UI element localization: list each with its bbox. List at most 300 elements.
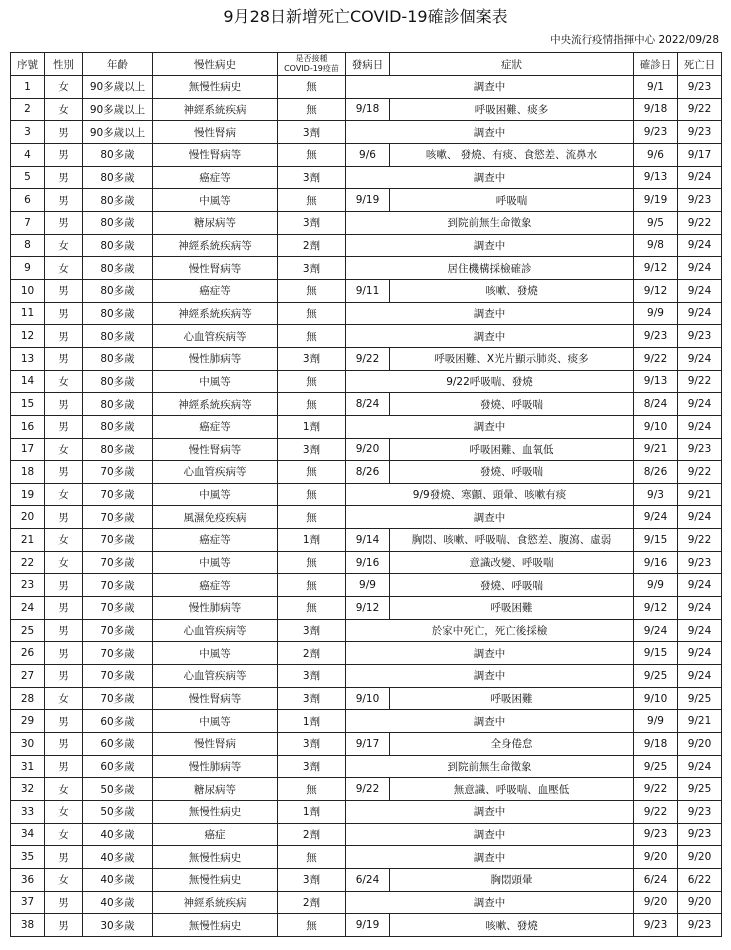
cell-age: 90多歲以上: [83, 121, 153, 144]
cell-death: 9/22: [678, 461, 722, 484]
table-row: [11, 234, 722, 257]
cell-sex: 男: [45, 710, 83, 733]
cell-age: 80多歲: [83, 143, 153, 166]
cell-no: 24: [11, 597, 45, 620]
cell-no: 7: [11, 211, 45, 234]
cell-death: 9/23: [678, 76, 722, 99]
cell-age: 70多歲: [83, 551, 153, 574]
cell-no: 3: [11, 121, 45, 144]
cell-vaccine: 2劑: [278, 891, 346, 914]
cell-sex: 男: [45, 211, 83, 234]
cell-death: 9/23: [678, 801, 722, 824]
table-row: [11, 597, 722, 620]
cell-diagnosis: 8/26: [634, 461, 678, 484]
cell-vaccine: 無: [278, 98, 346, 121]
cell-symptoms: 咳嗽、發燒: [390, 279, 634, 302]
cell-chronic: 神經系統疾病: [153, 98, 278, 121]
cell-diagnosis: 9/20: [634, 846, 678, 869]
cell-age: 80多歲: [83, 302, 153, 325]
cell-sex: 男: [45, 914, 83, 937]
cell-vaccine: 無: [278, 551, 346, 574]
table-row: [11, 257, 722, 280]
cell-no: 22: [11, 551, 45, 574]
cell-sex: 男: [45, 506, 83, 529]
cell-death: 9/24: [678, 755, 722, 778]
cell-chronic: 無慢性病史: [153, 76, 278, 99]
cell-death: 9/21: [678, 710, 722, 733]
table-row: [11, 642, 722, 665]
cell-diagnosis: 9/19: [634, 189, 678, 212]
cell-chronic: 糖尿病等: [153, 778, 278, 801]
cell-death: 9/22: [678, 98, 722, 121]
table-row: [11, 393, 722, 416]
cell-death: 9/23: [678, 189, 722, 212]
cell-vaccine: 無: [278, 483, 346, 506]
cell-vaccine: 無: [278, 461, 346, 484]
cell-death: 9/23: [678, 121, 722, 144]
cell-sex: 男: [45, 279, 83, 302]
cell-diagnosis: 9/12: [634, 279, 678, 302]
cell-diagnosis: 9/23: [634, 325, 678, 348]
cell-sex: 女: [45, 801, 83, 824]
header-death: 死亡日: [678, 53, 722, 76]
cell-no: 9: [11, 257, 45, 280]
cell-age: 70多歲: [83, 483, 153, 506]
cell-sex: 男: [45, 347, 83, 370]
cell-vaccine: 無: [278, 189, 346, 212]
cell-death: 9/25: [678, 778, 722, 801]
cell-vaccine: 3劑: [278, 438, 346, 461]
cell-sex: 女: [45, 778, 83, 801]
cell-onset: 9/10: [346, 687, 390, 710]
cell-symptoms: 胸悶頭暈: [390, 868, 634, 891]
cell-vaccine: 無: [278, 506, 346, 529]
cell-vaccine: 3劑: [278, 347, 346, 370]
cell-symptoms: 調查中: [346, 121, 634, 144]
cell-age: 70多歲: [83, 574, 153, 597]
table-row: [11, 914, 722, 937]
cell-chronic: 中風等: [153, 642, 278, 665]
cell-death: 6/22: [678, 868, 722, 891]
cell-diagnosis: 9/23: [634, 121, 678, 144]
cell-symptoms: 9/9發燒、寒顫、頭暈、咳嗽有痰: [346, 483, 634, 506]
cell-vaccine: 無: [278, 302, 346, 325]
cell-death: 9/24: [678, 574, 722, 597]
cell-diagnosis: 9/12: [634, 597, 678, 620]
cell-sex: 男: [45, 325, 83, 348]
cell-no: 30: [11, 733, 45, 756]
table-row: [11, 687, 722, 710]
table-row: [11, 438, 722, 461]
cell-sex: 男: [45, 619, 83, 642]
cell-death: 9/24: [678, 166, 722, 189]
table-row: [11, 574, 722, 597]
cell-sex: 女: [45, 687, 83, 710]
cell-vaccine: 3劑: [278, 733, 346, 756]
cell-symptoms: 調查中: [346, 891, 634, 914]
table-row: [11, 619, 722, 642]
cell-death: 9/22: [678, 529, 722, 552]
cell-vaccine: 3劑: [278, 121, 346, 144]
death-cases-table: [10, 52, 722, 937]
cell-diagnosis: 9/6: [634, 143, 678, 166]
cell-death: 9/24: [678, 415, 722, 438]
cell-symptoms: 到院前無生命徵象: [346, 755, 634, 778]
cell-no: 13: [11, 347, 45, 370]
cell-symptoms: 居住機構採檢確診: [346, 257, 634, 280]
cell-death: 9/23: [678, 914, 722, 937]
cell-death: 9/24: [678, 619, 722, 642]
cell-symptoms: 意識改變、呼吸喘: [390, 551, 634, 574]
cell-no: 19: [11, 483, 45, 506]
cell-age: 90多歲以上: [83, 76, 153, 99]
cell-age: 80多歲: [83, 347, 153, 370]
cell-diagnosis: 9/13: [634, 370, 678, 393]
cell-onset: 9/12: [346, 597, 390, 620]
cell-onset: 9/11: [346, 279, 390, 302]
cell-sex: 女: [45, 370, 83, 393]
cell-vaccine: 無: [278, 143, 346, 166]
cell-onset: 9/22: [346, 778, 390, 801]
cell-chronic: 神經系統疾病等: [153, 302, 278, 325]
cell-chronic: 慢性肺病等: [153, 347, 278, 370]
cell-age: 70多歲: [83, 619, 153, 642]
cell-death: 9/24: [678, 393, 722, 416]
cell-vaccine: 1劑: [278, 710, 346, 733]
cell-no: 2: [11, 98, 45, 121]
cell-death: 9/24: [678, 642, 722, 665]
header-no: 序號: [11, 53, 45, 76]
cell-diagnosis: 9/15: [634, 529, 678, 552]
cell-death: 9/20: [678, 733, 722, 756]
table-row: [11, 461, 722, 484]
cell-age: 70多歲: [83, 597, 153, 620]
cell-symptoms: 呼吸困難、痰多: [390, 98, 634, 121]
cell-diagnosis: 9/9: [634, 302, 678, 325]
cell-no: 5: [11, 166, 45, 189]
cell-age: 90多歲以上: [83, 98, 153, 121]
cell-onset: 9/20: [346, 438, 390, 461]
cell-vaccine: 3劑: [278, 211, 346, 234]
cell-age: 60多歲: [83, 755, 153, 778]
cell-death: 9/23: [678, 438, 722, 461]
cell-age: 40多歲: [83, 891, 153, 914]
cell-sex: 男: [45, 461, 83, 484]
header-vaccine-line2: COVID-19疫苗: [284, 64, 339, 73]
cell-age: 70多歲: [83, 506, 153, 529]
cell-death: 9/24: [678, 347, 722, 370]
cell-age: 80多歲: [83, 257, 153, 280]
header-row: [11, 53, 722, 76]
cell-onset: 9/6: [346, 143, 390, 166]
cell-death: 9/24: [678, 279, 722, 302]
cell-symptoms: 調查中: [346, 846, 634, 869]
cell-chronic: 慢性腎病等: [153, 438, 278, 461]
cell-diagnosis: 9/1: [634, 76, 678, 99]
cell-symptoms: 調查中: [346, 302, 634, 325]
table-row: [11, 506, 722, 529]
cell-symptoms: 調查中: [346, 325, 634, 348]
table-row: [11, 846, 722, 869]
cell-death: 9/20: [678, 891, 722, 914]
cell-chronic: 無慢性病史: [153, 914, 278, 937]
cell-vaccine: 3劑: [278, 755, 346, 778]
cell-symptoms: 調查中: [346, 76, 634, 99]
cell-symptoms: 呼吸困難: [390, 687, 634, 710]
cell-symptoms: 調查中: [346, 665, 634, 688]
cell-vaccine: 無: [278, 778, 346, 801]
cell-chronic: 癌症: [153, 823, 278, 846]
cell-diagnosis: 9/16: [634, 551, 678, 574]
cell-no: 10: [11, 279, 45, 302]
header-symptoms: 症狀: [390, 53, 634, 76]
cell-no: 18: [11, 461, 45, 484]
table-row: [11, 166, 722, 189]
cell-sex: 女: [45, 868, 83, 891]
cell-vaccine: 無: [278, 914, 346, 937]
cell-chronic: 風濕免疫疾病: [153, 506, 278, 529]
cell-sex: 女: [45, 483, 83, 506]
cell-diagnosis: 9/9: [634, 574, 678, 597]
cell-symptoms: 於家中死亡，死亡後採檢: [346, 619, 634, 642]
cell-diagnosis: 9/22: [634, 347, 678, 370]
cell-age: 40多歲: [83, 868, 153, 891]
cell-no: 38: [11, 914, 45, 937]
table-row: [11, 76, 722, 99]
table-row: [11, 483, 722, 506]
cell-age: 80多歲: [83, 438, 153, 461]
cell-diagnosis: 9/10: [634, 415, 678, 438]
cell-chronic: 慢性肺病等: [153, 755, 278, 778]
cell-diagnosis: 9/10: [634, 687, 678, 710]
cell-diagnosis: 6/24: [634, 868, 678, 891]
cell-age: 80多歲: [83, 415, 153, 438]
cell-chronic: 中風等: [153, 189, 278, 212]
cell-sex: 男: [45, 597, 83, 620]
cell-symptoms: 呼吸困難: [390, 597, 634, 620]
cell-no: 14: [11, 370, 45, 393]
cell-diagnosis: 9/8: [634, 234, 678, 257]
cell-diagnosis: 9/12: [634, 257, 678, 280]
cell-symptoms: 發燒、呼吸喘: [390, 393, 634, 416]
cell-no: 1: [11, 76, 45, 99]
cell-symptoms: 全身倦怠: [390, 733, 634, 756]
cell-age: 80多歲: [83, 189, 153, 212]
cell-sex: 男: [45, 846, 83, 869]
cell-vaccine: 無: [278, 279, 346, 302]
cell-diagnosis: 9/5: [634, 211, 678, 234]
cell-chronic: 癌症等: [153, 574, 278, 597]
table-row: [11, 529, 722, 552]
cell-chronic: 中風等: [153, 551, 278, 574]
cell-symptoms: 到院前無生命徵象: [346, 211, 634, 234]
cell-onset: 9/17: [346, 733, 390, 756]
table-row: [11, 143, 722, 166]
cell-chronic: 慢性肺病等: [153, 597, 278, 620]
cell-diagnosis: 9/3: [634, 483, 678, 506]
cell-onset: 9/18: [346, 98, 390, 121]
cell-chronic: 中風等: [153, 710, 278, 733]
cell-vaccine: 無: [278, 393, 346, 416]
cell-death: 9/23: [678, 325, 722, 348]
cell-symptoms: 發燒、呼吸喘: [390, 574, 634, 597]
cell-symptoms: 調查中: [346, 801, 634, 824]
cell-vaccine: 3劑: [278, 868, 346, 891]
cell-no: 27: [11, 665, 45, 688]
cell-symptoms: 呼吸困難、X光片顯示肺炎、痰多: [390, 347, 634, 370]
cell-chronic: 心血管疾病等: [153, 619, 278, 642]
cell-symptoms: 調查中: [346, 710, 634, 733]
cell-age: 60多歲: [83, 733, 153, 756]
cell-vaccine: 無: [278, 370, 346, 393]
cell-onset: 9/19: [346, 189, 390, 212]
cell-symptoms: 呼吸喘: [390, 189, 634, 212]
cell-vaccine: 2劑: [278, 823, 346, 846]
table-row: [11, 823, 722, 846]
page-title: 9月28日新增死亡COVID-19確診個案表: [223, 7, 508, 26]
cell-diagnosis: 9/15: [634, 642, 678, 665]
cell-chronic: 癌症等: [153, 279, 278, 302]
cell-age: 70多歲: [83, 687, 153, 710]
cell-death: 9/24: [678, 506, 722, 529]
cell-chronic: 心血管疾病等: [153, 665, 278, 688]
table-row: [11, 325, 722, 348]
cell-no: 23: [11, 574, 45, 597]
cell-vaccine: 3劑: [278, 166, 346, 189]
cell-onset: 8/24: [346, 393, 390, 416]
cell-diagnosis: 9/23: [634, 914, 678, 937]
table-body: [11, 76, 722, 937]
cell-chronic: 心血管疾病等: [153, 325, 278, 348]
cell-chronic: 慢性腎病: [153, 121, 278, 144]
cell-chronic: 心血管疾病等: [153, 461, 278, 484]
cell-vaccine: 無: [278, 325, 346, 348]
cell-age: 80多歲: [83, 370, 153, 393]
cell-onset: 8/26: [346, 461, 390, 484]
cell-onset: 9/14: [346, 529, 390, 552]
cell-age: 70多歲: [83, 529, 153, 552]
cell-vaccine: 1劑: [278, 529, 346, 552]
cell-age: 40多歲: [83, 823, 153, 846]
cell-onset: 9/19: [346, 914, 390, 937]
table-row: [11, 211, 722, 234]
cell-sex: 女: [45, 551, 83, 574]
cell-vaccine: 無: [278, 574, 346, 597]
table-row: [11, 755, 722, 778]
cell-diagnosis: 9/13: [634, 166, 678, 189]
cell-symptoms: 發燒、呼吸喘: [390, 461, 634, 484]
cell-death: 9/25: [678, 687, 722, 710]
cell-no: 29: [11, 710, 45, 733]
table-row: [11, 302, 722, 325]
table-row: [11, 778, 722, 801]
cell-symptoms: 9/22呼吸喘、發燒: [346, 370, 634, 393]
table-row: [11, 801, 722, 824]
cell-no: 35: [11, 846, 45, 869]
table-row: [11, 665, 722, 688]
cell-diagnosis: 8/24: [634, 393, 678, 416]
cell-chronic: 癌症等: [153, 166, 278, 189]
cell-diagnosis: 9/18: [634, 98, 678, 121]
cell-sex: 男: [45, 302, 83, 325]
cell-sex: 男: [45, 755, 83, 778]
table-row: [11, 891, 722, 914]
cell-sex: 男: [45, 665, 83, 688]
cell-no: 11: [11, 302, 45, 325]
cell-diagnosis: 9/18: [634, 733, 678, 756]
cell-symptoms: 咳嗽、發燒: [390, 914, 634, 937]
cell-age: 30多歲: [83, 914, 153, 937]
table-row: [11, 551, 722, 574]
header-sex: 性別: [45, 53, 83, 76]
cell-diagnosis: 9/9: [634, 710, 678, 733]
cell-symptoms: 調查中: [346, 506, 634, 529]
cell-no: 28: [11, 687, 45, 710]
cell-diagnosis: 9/24: [634, 506, 678, 529]
cell-diagnosis: 9/22: [634, 778, 678, 801]
cell-death: 9/21: [678, 483, 722, 506]
cell-sex: 女: [45, 98, 83, 121]
cell-sex: 男: [45, 574, 83, 597]
cell-age: 70多歲: [83, 665, 153, 688]
table-row: [11, 868, 722, 891]
cell-no: 16: [11, 415, 45, 438]
cell-age: 40多歲: [83, 846, 153, 869]
cell-vaccine: 無: [278, 597, 346, 620]
cell-death: 9/23: [678, 551, 722, 574]
cell-onset: 6/24: [346, 868, 390, 891]
cell-death: 9/24: [678, 597, 722, 620]
cell-no: 20: [11, 506, 45, 529]
cell-age: 50多歲: [83, 801, 153, 824]
table-row: [11, 710, 722, 733]
cell-no: 12: [11, 325, 45, 348]
table-row: [11, 98, 722, 121]
cell-vaccine: 無: [278, 76, 346, 99]
table-row: [11, 121, 722, 144]
cell-death: 9/24: [678, 234, 722, 257]
cell-symptoms: 調查中: [346, 823, 634, 846]
cell-death: 9/22: [678, 211, 722, 234]
cell-diagnosis: 9/20: [634, 891, 678, 914]
cell-sex: 男: [45, 121, 83, 144]
cell-chronic: 無慢性病史: [153, 868, 278, 891]
cell-chronic: 慢性腎病等: [153, 687, 278, 710]
cell-vaccine: 1劑: [278, 415, 346, 438]
cell-diagnosis: 9/25: [634, 755, 678, 778]
cell-vaccine: 3劑: [278, 257, 346, 280]
cell-diagnosis: 9/25: [634, 665, 678, 688]
cell-death: 9/24: [678, 302, 722, 325]
cell-no: 21: [11, 529, 45, 552]
header-onset: 發病日: [346, 53, 390, 76]
cell-sex: 女: [45, 529, 83, 552]
cell-age: 70多歲: [83, 642, 153, 665]
cell-symptoms: 咳嗽、 發燒、有痰、食慾差、流鼻水: [390, 143, 634, 166]
cell-symptoms: 調查中: [346, 166, 634, 189]
cell-chronic: 慢性腎病等: [153, 257, 278, 280]
cell-sex: 男: [45, 415, 83, 438]
cell-diagnosis: 9/23: [634, 823, 678, 846]
cell-no: 34: [11, 823, 45, 846]
cell-sex: 女: [45, 438, 83, 461]
cell-age: 50多歲: [83, 778, 153, 801]
table-row: [11, 415, 722, 438]
cell-sex: 女: [45, 76, 83, 99]
cell-symptoms: 調查中: [346, 415, 634, 438]
cell-sex: 女: [45, 257, 83, 280]
cell-age: 70多歲: [83, 461, 153, 484]
